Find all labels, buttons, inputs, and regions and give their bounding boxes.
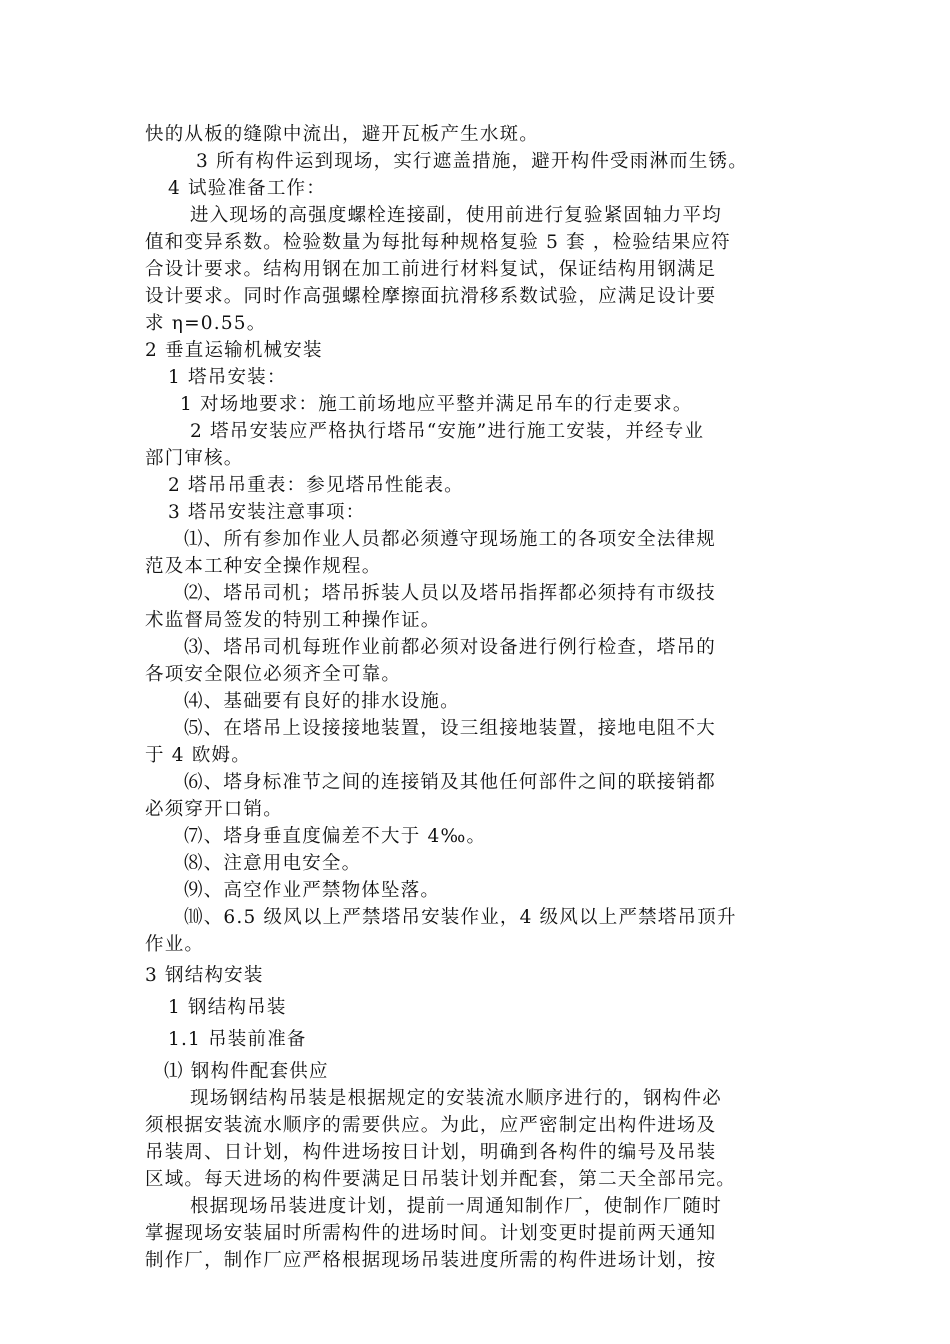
paragraph-line: 区域。每天进场的构件要满足日吊装计划并配套，第二天全部吊完。 bbox=[145, 1169, 737, 1190]
paragraph-line: 快的从板的缝隙中流出，避开瓦板产生水斑。 bbox=[145, 124, 540, 145]
subsection-heading: 3 塔吊安装注意事项： bbox=[168, 502, 366, 523]
subsection-heading: 1.1 吊装前准备 bbox=[168, 1029, 307, 1050]
paragraph-line: 必须穿开口销。 bbox=[145, 799, 283, 820]
subsection-heading: 2 塔吊吊重表：参见塔吊性能表。 bbox=[168, 475, 464, 496]
paragraph-line: 作业。 bbox=[145, 934, 205, 955]
paragraph-line: 现场钢结构吊装是根据规定的安装流水顺序进行的，钢构件必 bbox=[190, 1088, 722, 1109]
paragraph-line: 制作厂，制作厂应严格根据现场吊装进度所需的构件进场计划，按 bbox=[145, 1250, 717, 1271]
list-item: ⑸、在塔吊上设接接地装置，设三组接地装置，接地电阻不大 bbox=[184, 718, 716, 739]
paragraph-line: 范及本工种安全操作规程。 bbox=[145, 556, 382, 577]
paragraph-line: 求 η=0.55。 bbox=[145, 313, 267, 334]
list-item: ⑹、塔身标准节之间的连接销及其他任何部件之间的联接销都 bbox=[184, 772, 716, 793]
paragraph-line: 值和变异系数。检验数量为每批每种规格复验 5 套 ，检验结果应符 bbox=[145, 232, 731, 253]
subsection-heading: 1 钢结构吊装 bbox=[168, 997, 287, 1018]
paragraph-line: 进入现场的高强度螺栓连接副，使用前进行复验紧固轴力平均 bbox=[190, 205, 722, 226]
list-item: 3 所有构件运到现场，实行遮盖措施，避开构件受雨淋而生锈。 bbox=[196, 151, 748, 172]
paragraph-line: 掌握现场安装届时所需构件的进场时间。计划变更时提前两天通知 bbox=[145, 1223, 717, 1244]
paragraph-line: 各项安全限位必须齐全可靠。 bbox=[145, 664, 402, 685]
section-heading: 2 垂直运输机械安装 bbox=[145, 340, 323, 361]
paragraph-line: 于 4 欧姆。 bbox=[145, 745, 251, 766]
list-item: ⑼、高空作业严禁物体坠落。 bbox=[184, 880, 441, 901]
paragraph-line: 合设计要求。结构用钢在加工前进行材料复试，保证结构用钢满足 bbox=[145, 259, 717, 280]
list-item: 2 塔吊安装应严格执行塔吊“安施”进行施工安装，并经专业 bbox=[190, 421, 705, 442]
list-item: ⑻、注意用电安全。 bbox=[184, 853, 362, 874]
subsection-heading: ⑴ 钢构件配套供应 bbox=[164, 1061, 329, 1082]
subsection-heading: 1 塔吊安装： bbox=[168, 367, 287, 388]
list-item: ⑶、塔吊司机每班作业前都必须对设备进行例行检查，塔吊的 bbox=[184, 637, 716, 658]
list-item: ⑷、基础要有良好的排水设施。 bbox=[184, 691, 460, 712]
list-item: 1 对场地要求：施工前场地应平整并满足吊车的行走要求。 bbox=[180, 394, 693, 415]
paragraph-line: 根据现场吊装进度计划，提前一周通知制作厂，使制作厂随时 bbox=[190, 1196, 722, 1217]
list-item: ⑽、6.5 级风以上严禁塔吊安装作业，4 级风以上严禁塔吊顶升 bbox=[184, 907, 737, 928]
paragraph-line: 术监督局签发的特别工种操作证。 bbox=[145, 610, 441, 631]
section-heading: 4 试验准备工作： bbox=[168, 178, 326, 199]
list-item: ⑴、所有参加作业人员都必须遵守现场施工的各项安全法律规 bbox=[184, 529, 716, 550]
paragraph-line: 设计要求。同时作高强螺栓摩擦面抗滑移系数试验，应满足设计要 bbox=[145, 286, 717, 307]
list-item: ⑺、塔身垂直度偏差不大于 4‰。 bbox=[184, 826, 487, 847]
section-heading: 3 钢结构安装 bbox=[145, 965, 264, 986]
paragraph-line: 部门审核。 bbox=[145, 448, 244, 469]
list-item: ⑵、塔吊司机；塔吊拆装人员以及塔吊指挥都必须持有市级技 bbox=[184, 583, 716, 604]
paragraph-line: 须根据安装流水顺序的需要供应。为此，应严密制定出构件进场及 bbox=[145, 1115, 717, 1136]
paragraph-line: 吊装周、日计划，构件进场按日计划，明确到各构件的编号及吊装 bbox=[145, 1142, 717, 1163]
